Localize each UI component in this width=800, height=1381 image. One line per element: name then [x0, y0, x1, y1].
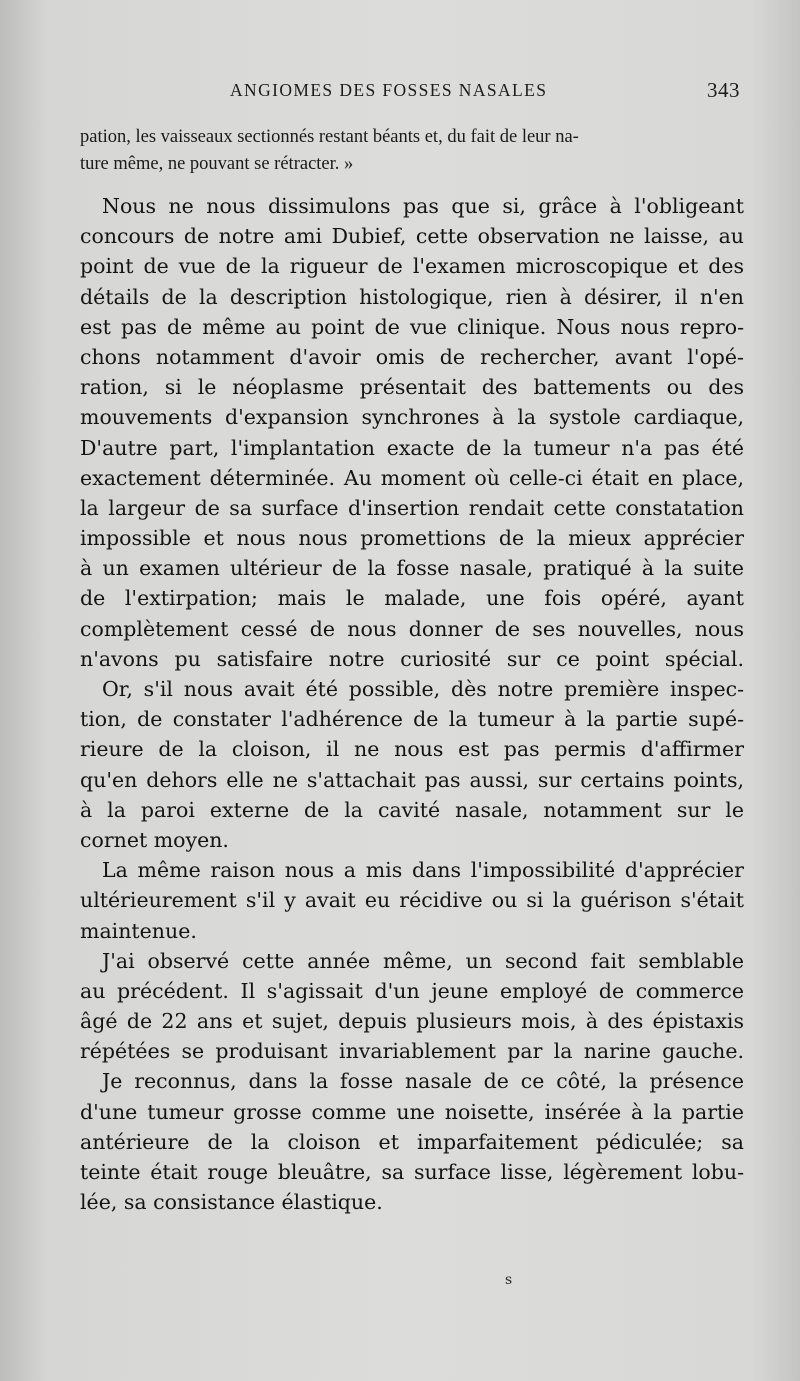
text-line: lée, sa consistance élastique. [80, 1190, 383, 1215]
text-line: détails de la description histologique, rien à désirer, il n'en [80, 284, 744, 309]
text-line: Or, s'il nous avait été possible, dès notre première inspec- [102, 677, 744, 701]
text-line: complètement cessé de nous donner de ses nouvelles, nous [80, 616, 744, 641]
signature-mark: s [505, 1272, 513, 1288]
text-line: de l'extirpation; mais le malade, une fois opéré, ayant [80, 586, 744, 611]
body-text [80, 191, 744, 1217]
text-line: ture même, ne pouvant se rétracter. » [80, 154, 354, 174]
text-line: D'autre part, l'implantation exacte de la tumeur n'a pas été [80, 435, 744, 460]
running-head: ANGIOMES DES FOSSES NASALES [230, 80, 548, 100]
text-line: cornet moyen. [80, 827, 229, 852]
text-line: répétées se produisant invariablement par la narine gauche. [80, 1039, 744, 1064]
text-line: teinte était rouge bleuâtre, sa surface lisse, légèrement lobu- [80, 1160, 744, 1185]
text-line: est pas de même au point de vue clinique. Nous nous repro- [80, 314, 744, 339]
text-line: rieure de la cloison, il ne nous est pas permis d'affirmer [80, 737, 744, 762]
text-line: exactement déterminée. Au moment où celle-ci était en place, [80, 465, 744, 490]
text-line: tion, de constater l'adhérence de la tumeur à la partie supé- [80, 707, 744, 732]
text-line: ultérieurement s'il y avait eu récidive ou si la guérison s'était [80, 888, 744, 913]
text-line: à un examen ultérieur de la fosse nasale, pratiqué à la suite [80, 556, 744, 581]
page-header [80, 80, 740, 110]
text-line: pation, les vaisseaux sectionnés restant béants et, du fait de leur na- [80, 127, 579, 147]
text-line: chons notamment d'avoir omis de rechercher, avant l'opé- [80, 344, 744, 369]
text-line: point de vue de la rigueur de l'examen microscopique et des [80, 254, 744, 279]
text-line: la largeur de sa surface d'insertion rendait cette constatation [80, 495, 744, 520]
text-line: à la paroi externe de la cavité nasale, notamment sur le [80, 797, 744, 822]
text-line: d'une tumeur grosse comme une noisette, insérée à la partie [80, 1099, 744, 1124]
text-line: qu'en dehors elle ne s'attachait pas aussi, sur certains points, [80, 767, 744, 792]
text-line: impossible et nous nous promettions de la mieux apprécier [80, 526, 744, 551]
text-line: au précédent. Il s'agissait d'un jeune employé de commerce [80, 978, 744, 1003]
text-line: maintenue. [80, 918, 197, 943]
text-line: âgé de 22 ans et sujet, depuis plusieurs mois, à des épistaxis [80, 1009, 744, 1034]
text-line: J'ai observé cette année même, un second fait semblable [102, 948, 744, 973]
text-line: Je reconnus, dans la fosse nasale de ce côté, la présence [102, 1069, 744, 1094]
page-number: 343 [707, 78, 740, 102]
quote-continuation [80, 124, 740, 178]
text-line: Nous ne nous dissimulons pas que si, grâce à l'obligeant [102, 194, 744, 218]
text-line: mouvements d'expansion synchrones à la systole cardiaque, [80, 405, 744, 430]
text-line: concours de notre ami Dubief, cette observation ne laisse, au [80, 224, 744, 249]
text-line: ration, si le néoplasme présentait des battements ou des [80, 375, 744, 400]
text-line: antérieure de la cloison et imparfaitement pédiculée; sa [80, 1129, 744, 1154]
text-line: n'avons pu satisfaire notre curiosité sur ce point spécial. [80, 646, 744, 671]
text-line: La même raison nous a mis dans l'impossibilité d'apprécier [102, 858, 744, 883]
